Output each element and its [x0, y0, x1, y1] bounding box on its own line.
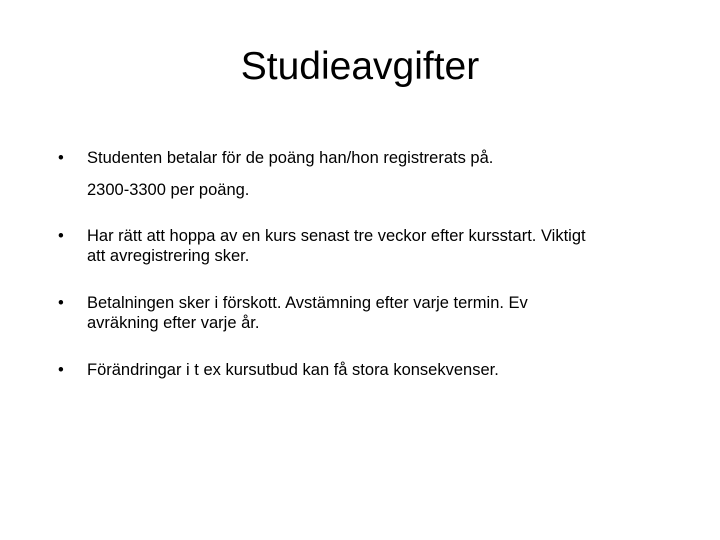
- bullet-item: [58, 293, 678, 333]
- bullet-text-line: Förändringar i t ex kursutbud kan få stora konsekvenser.: [87, 361, 499, 379]
- bullet-text-line: Studenten betalar för de poäng han/hon registrerats på.: [87, 149, 494, 167]
- bullet-item: [58, 360, 678, 380]
- bullet-dot: •: [58, 227, 64, 245]
- bullet-list: [58, 148, 678, 408]
- bullet-dot: •: [58, 149, 64, 167]
- slide-title: Studieavgifter: [240, 45, 480, 88]
- bullet-dot: •: [58, 294, 64, 312]
- bullet-text-line: 2300-3300 per poäng.: [87, 181, 250, 199]
- bullet-item: [58, 148, 678, 200]
- bullet-text-line: Betalningen sker i förskott. Avstämning efter varje termin. Ev: [87, 294, 528, 312]
- bullet-text-line: Har rätt att hoppa av en kurs senast tre veckor efter kursstart. Viktigt: [87, 227, 586, 245]
- bullet-text-line: att avregistrering sker.: [87, 247, 250, 265]
- bullet-item: [58, 226, 678, 266]
- bullet-dot: •: [58, 361, 64, 379]
- bullet-text-line: avräkning efter varje år.: [87, 314, 260, 332]
